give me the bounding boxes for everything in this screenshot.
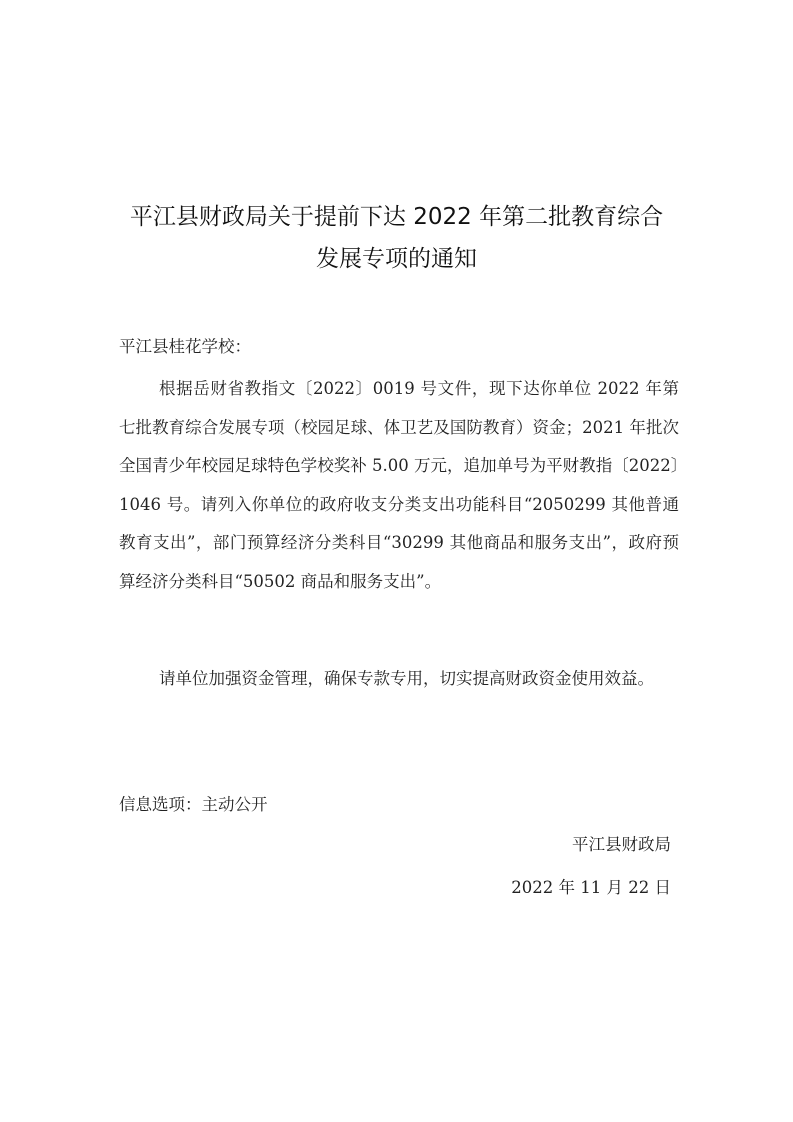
issue-date: 2022 年 11 月 22 日 [511, 878, 671, 897]
info-option: 信息选项：主动公开 [119, 795, 268, 814]
document-title-line-2: 发展专项的通知 [316, 246, 477, 272]
salutation: 平江县桂花学校： [119, 337, 251, 356]
issuer-signature: 平江县财政局 [572, 835, 671, 854]
body-paragraph-2: 请单位加强资金管理，确保专款专用，切实提高财政资金使用效益。 [159, 669, 654, 688]
body-paragraph-1: 根据岳财省教指文〔2022〕0019 号文件，现下达你单位 2022 年第七批教育综合发展专项（校园足球、体卫艺及国防教育）资金；2021 年批次全国青少年校园足球特色学校奖补 5.00 万元，追加单号为平财教指〔2022〕1046 号。请列入你单位的政府收支分类支出功能科目“2050299 其他普通教育支出”，部门预算经济分类科目“30299 其他商品和服务支出”，政府预算经济分类科目“50502 商品和服务支出”。 [119, 379, 679, 591]
document-title-line-1: 平江县财政局关于提前下达 2022 年第二批教育综合 [129, 204, 664, 230]
